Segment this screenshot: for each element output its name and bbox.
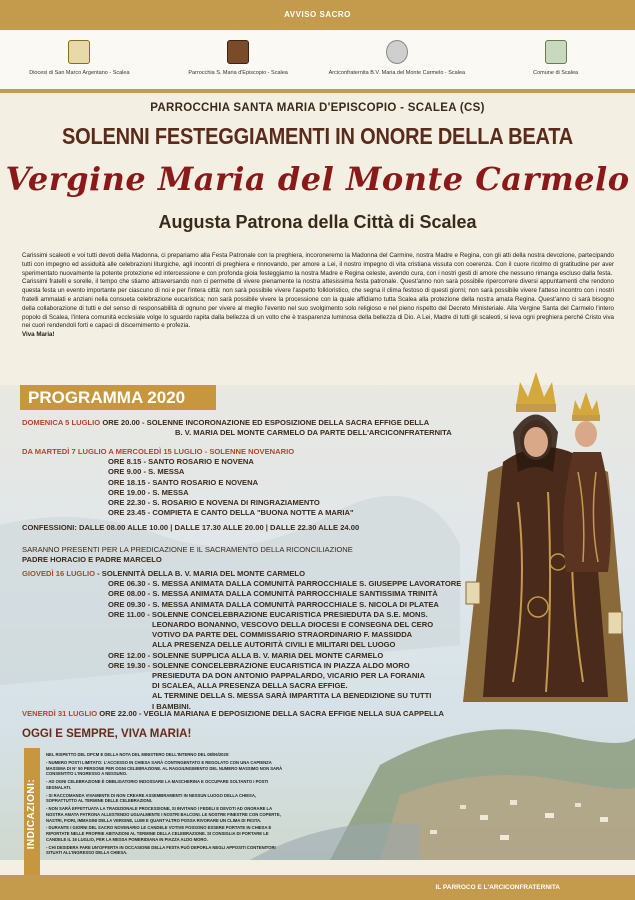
schedule-line: DI SCALEA, ALLA PRESENZA DELLA SACRA EFFIGE. — [152, 681, 348, 691]
indicazioni-item: - NUMERO POSTI LIMITATO: L'ACCESSO IN CHIESA SARÀ CONTINGENTATO E REGOLATO CON UNA CAPIENZA MASSIMA DI N° 50 PERSONE PER OGNI CELEBRAZIONE. AL RAGGIUNGIMENTO DEL NUMERO MASSIMO NON SARÀ CONSENTITO L'INGRESSO A NESSUNO. — [46, 759, 283, 777]
schedule-heading: - SOLENNITÀ DELLA B. V. MARIA DEL MONTE CARMELO — [97, 569, 305, 578]
schedule-line: AL TERMINE DELLA S. MESSA SARÀ IMPARTITA LA BENEDIZIONE SU TUTTI — [152, 691, 432, 701]
parish-title: PARROCCHIA SANTA MARIA D'EPISCOPIO - SCALEA (CS) — [150, 102, 485, 114]
logo-label: Diocesi di San Marco Argentano - Scalea — [29, 70, 130, 76]
event-title: SOLENNI FESTEGGIAMENTI IN ONORE DELLA BEATA — [61, 124, 574, 150]
logo-bar — [0, 30, 635, 90]
logo-comune — [481, 40, 631, 76]
pastoral-letter — [22, 252, 614, 340]
programma-banner: PROGRAMMA 2020 — [20, 385, 216, 410]
schedule-line: ORE 06.30 - S. MESSA ANIMATA DALLA COMUNITÀ PARROCCHIALE S. GIUSEPPE LAVORATORE — [108, 579, 462, 589]
logo-label: Arciconfraternita B.V. Maria del Monte Carmelo - Scalea — [328, 70, 466, 76]
logo-diocesi — [4, 40, 154, 76]
schedule-giovedi — [22, 569, 461, 712]
diocese-crest-icon — [68, 40, 90, 64]
indicazioni-item: - AD OGNI CELEBRAZIONE È OBBLIGATORIO INDOSSARE LA MASCHERINA E OCCUPARE SOLTANTO I POSTI SEGNALATI. — [46, 779, 269, 790]
predicazione-names: PADRE HORACIO E PADRE MARCELO — [22, 555, 162, 565]
schedule-line: ORE 22.00 - VEGLIA MARIANA E DEPOSIZIONE DELLA SACRA EFFIGE NELLA SUA CAPPELLA — [99, 709, 444, 718]
day-label: DA MARTEDÌ 7 LUGLIO A MERCOLEDÌ 15 LUGLIO - SOLENNE NOVENARIO — [22, 447, 295, 456]
confraternity-seal-icon — [386, 40, 408, 64]
footer-signature: IL PARROCO E L'ARCICONFRATERNITA — [435, 884, 560, 891]
indicazioni-item: NEL RISPETTO DEL DPCM E DELLA NOTA DEL MINISTERO DELL'INTERNO DEL 08/06/2020: — [46, 752, 230, 757]
indicazioni-item: - SI RACCOMANDA VIVAMENTE DI NON CREARE ASSEMBRAMENTI IN NESSUN LUOGO DELLA CHIESA, SOPRATTUTTO AL TERMINE DELLE CELEBRAZIONI. — [46, 792, 257, 804]
logo-label: Parrocchia S. Maria d'Episcopio - Scalea — [188, 70, 288, 76]
indicazioni-list — [46, 752, 284, 858]
day-label: GIOVEDÌ 16 LUGLIO — [22, 569, 95, 578]
confessioni — [22, 523, 359, 533]
schedule-line: ORE 11.00 - SOLENNE CONCELEBRAZIONE EUCARISTICA PRESIEDUTA DA S.E. MONS. — [108, 609, 428, 619]
main-title: Vergine Maria del Monte Carmelo — [5, 160, 630, 198]
indicazioni-item: - CHI DESIDERA FARE UN'OFFERTA IN OCCASIONE DELLA FESTA PUÒ DEPORLA NEGLI APPOSITI CONTENITORI SITUATI ALL'INGRESSO DELLA CHIESA. — [46, 844, 276, 856]
schedule-line: PRESIEDUTA DA DON ANTONIO PAPPALARDO, VICARIO PER LA FORANIA — [152, 671, 425, 681]
logo-parrocchia — [163, 40, 313, 76]
predicazione — [22, 545, 353, 565]
schedule-line: ORE 22.30 - S. ROSARIO E NOVENA DI RINGRAZIAMENTO — [108, 498, 320, 508]
madonna-statue-icon — [458, 362, 633, 707]
schedule-venerdi — [22, 709, 444, 719]
confessioni-line: CONFESSIONI: DALLE 08.00 ALLE 10.00 | DALLE 17.30 ALLE 20.00 | DALLE 22.30 ALLE 24.00 — [22, 523, 360, 532]
schedule-line: ORE 12.00 - SOLENNE SUPPLICA ALLA B. V. MARIA DEL MONTE CARMELO — [108, 650, 384, 660]
schedule-line: ALLA PRESENZA DELLE AUTORITÀ CIVILI E MILITARI DEL LUOGO — [152, 640, 396, 650]
header-divider — [0, 89, 635, 93]
letter-closing: Viva Maria! — [22, 331, 55, 339]
day-label: DOMENICA 5 LUGLIO — [22, 418, 101, 427]
schedule-line: VOTIVO DA PARTE DEL COMMISSARIO STRAORDINARIO F. MASSIDDA — [152, 630, 413, 640]
schedule-line: ORE 09.30 - S. MESSA ANIMATA DALLA COMUNITÀ PARROCCHIALE S. NICOLA DI PLATEA — [108, 599, 439, 609]
subtitle: Augusta Patrona della Città di Scalea — [158, 212, 477, 232]
madonna-image-icon — [227, 40, 249, 64]
schedule-line: ORE 8.15 - SANTO ROSARIO E NOVENA — [108, 457, 254, 467]
logo-arciconfraternita — [322, 40, 472, 76]
town-crest-icon — [545, 40, 567, 64]
schedule-domenica — [22, 418, 452, 438]
schedule-line: ORE 19.00 - S. MESSA — [108, 487, 189, 497]
letter-paragraph: Carissimi fratelli e sorelle, il tempo che stiamo attraversando non ci permette di vivere pienamente la nostra attesissima festa patronale. Quest'anno non sarà possibile ripercorrere diversi appuntamenti che rendono questa festa un evento importante per ciascuno di noi e per l'intera città: non sarà possibile vivere l'aspetto folkloristico, che segna il clima festoso di questi giorni; non sarà possibile vivere l'atteso incontro con i nostri fratelli ammalati e anziani nella consueta celebrazione eucaristica; non sarà possibile vivere la processione con la quale affidiamo tutta Scalea alla protezione della nostra amata Regina. Quest'anno ci sarà bisogno della collaborazione di tutti e del senso di responsabilità di ognuno per vivere al meglio l'evento nel suo svolgimento solo religioso e nel pieno rispetto del Decreto Ministeriale. Alla Vergine Santa del Carmelo l'intero popolo di Scalea, l'intera comunità ecclesiale volge lo sguardo rapita dalla bellezza di un volto che è trasparenza luminosa della bellezza di Dio. A Lei, Madre di tutti gli scaleoti, si leva ogni preghiera perché Cristo viva nei cuori rendendoli forti e capaci di discernimento e profezia. — [22, 278, 614, 330]
top-label: AVVISO SACRO — [284, 10, 351, 19]
schedule-line: LEONARDO BONANNO, VESCOVO DELLA DIOCESI E CONSEGNA DEL CERO — [152, 620, 434, 630]
schedule-line: ORE 20.00 - SOLENNE INCORONAZIONE ED ESPOSIZIONE DELLA SACRA EFFIGE DELLA — [102, 418, 430, 427]
footer-bar — [0, 875, 635, 900]
schedule-line: I BAMBINI. — [152, 701, 191, 711]
day-label: VENERDÌ 31 LUGLIO — [22, 709, 98, 718]
indicazioni-item: - NON SARÀ EFFETTUATA LA TRADIZIONALE PROCESSIONE, SI INVITANO I FEDELI E DEVOTI AD ONORARE LA NOSTRA AMATA PATRONA ALLESTENDO UGUALMENTE I NOSTRI BALCONI. LE NOSTRE FINESTRE CON COPERTE, NASTRI, FIORI, IMMAGINI DELLA VERGINE, LUMI E QUANT'ALTRO POSSA RIVORARE UN CLIMA DI FESTA. — [46, 806, 281, 823]
indicazioni-item: - DURANTE I GIORNI DEL SACRO NOVENARIO LE CANDELE VOTIVE POSSONO ESSERE PORTATE IN CHIESA E RIPORTATE NELLE PROPRIE ABITAZIONI AL TERMINE DELLA CELEBRAZIONE. SI CONSIGLIA DI PORTARE LE CANDELE IL 16 LUGLIO, PER LA MESSA POMERIDIANA IN PIAZZA ALDO MORO. — [46, 825, 272, 842]
schedule-line: B. V. MARIA DEL MONTE CARMELO DA PARTE DELL'ARCICONFRATERNITA — [175, 428, 452, 438]
schedule-line: ORE 23.45 - COMPIETA E CANTO DELLA "BUONA NOTTE A MARIA" — [108, 508, 354, 518]
closing-slogan: OGGI E SEMPRE, VIVA MARIA! — [22, 728, 192, 740]
letter-paragraph: Carissimi scaleoti e voi tutti devoti della Madonna, ci prepariamo alla Festa Patronale con la preghiera, incoroneremo la Madonna del Carmine, nostra Madre e Regina, con gli atti della nostra devozione, partecipando tutti con impegno ed assiduità alle celebrazioni liturgiche, agli incontri di preghiera e rinnovando, per amore a Lei, il nostro impegno di vita cristiana vissuta con coerenza. Con il cuore ricolmo di gratitudine per aver sperimentato nuovamente la potente protezione ed intercessione e con profonda gioia festeggiamo la nostra Madre e Regina celeste, avendo cura, con i nostri gesti di amore che nessuno rimanga escluso dalla festa. — [22, 252, 614, 277]
madonna-statue-image — [458, 362, 633, 707]
schedule-novenario — [22, 447, 354, 518]
schedule-line: ORE 9.00 - S. MESSA — [108, 467, 185, 477]
predicazione-line: SARANNO PRESENTI PER LA PREDICAZIONE E IL SACRAMENTO DELLA RICONCILIAZIONE — [22, 545, 353, 554]
top-banner — [0, 0, 635, 30]
schedule-line: ORE 18.15 - SANTO ROSARIO E NOVENA — [108, 477, 259, 487]
schedule-line: ORE 19.30 - SOLENNE CONCELEBRAZIONE EUCARISTICA IN PIAZZA ALDO MORO — [108, 660, 410, 670]
logo-label: Comune di Scalea — [533, 70, 579, 76]
indicazioni-title: INDICAZIONI: — [26, 778, 37, 850]
schedule-line: ORE 08.00 - S. MESSA ANIMATA DALLA COMUNITÀ PARROCCHIALE SANTISSIMA TRINITÀ — [108, 589, 438, 599]
